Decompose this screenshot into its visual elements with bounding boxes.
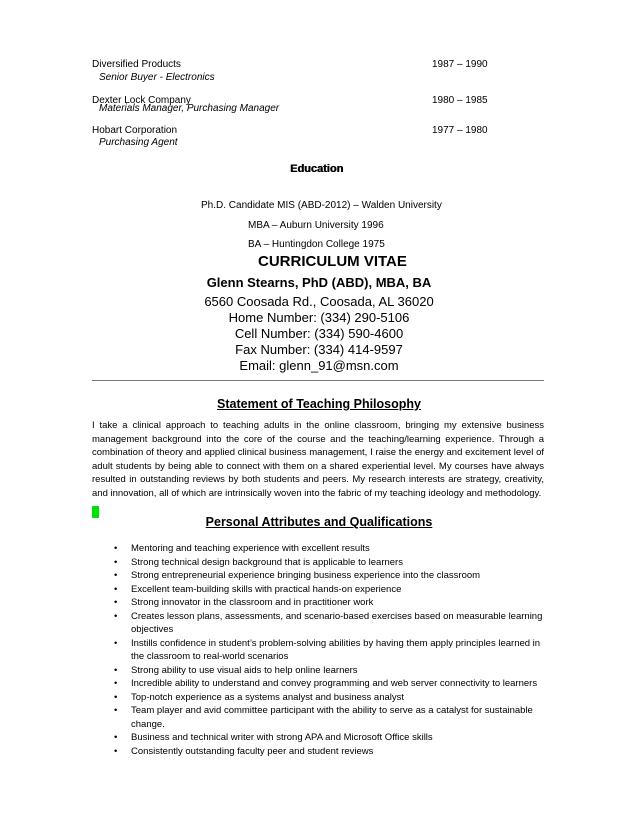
attributes-heading: Personal Attributes and Qualifications [205,515,433,529]
bullet-icon: • [114,678,118,689]
list-item [0,569,551,583]
company-hobart: Hobart Corporation [92,125,178,136]
dates-hobart: 1977 – 1980 [432,125,488,136]
list-item [0,542,551,556]
list-item-text: Instills confidence in student’s problem-solving abilities by having them apply principles learned in the classroom to real-world scenarios [131,637,541,662]
list-item [0,583,551,597]
list-item-text: Top-notch experience as a systems analyst and business analyst [131,691,405,703]
list-item [0,637,551,664]
bullet-icon: • [114,691,118,703]
education-ba: BA – Huntingdon College 1975 [248,239,385,250]
list-item [0,704,551,731]
list-item-text: Business and technical writer with strong APA and Microsoft Office skills [131,732,433,743]
list-item [0,664,551,678]
list-item-text: Strong innovator in the classroom and in practitioner work [131,597,374,608]
list-item [0,596,551,610]
dates-dexter-lock: 1980 – 1985 [432,95,488,106]
philosophy-heading: Statement of Teaching Philosophy [217,397,421,411]
list-item-text: Strong ability to use visual aids to help online learners [131,664,358,676]
attributes-list [0,542,551,758]
contact-home-phone: Home Number: (334) 290-5106 [228,310,410,325]
dates-diversified-products: 1987 – 1990 [432,59,488,70]
philosophy-paragraph: I take a clinical approach to teaching adults in the online classroom, bringing my extensive business management background into the core of the course and the teaching/learning experience. Through a combination of theory and applied clinical business management, I raise the energy and excitement level of adult students by being able to connect with them on a shared experiential level. My courses have always resulted in outstanding reviews by both students and peers. My research interests are strategy, creativity, and innovation, all of which are intrinsically woven into the fabric of my teaching ideology and methodology. [92,420,544,499]
list-item [0,610,551,637]
list-item [0,677,551,691]
role-hobart: Purchasing Agent [99,137,178,148]
education-phd: Ph.D. Candidate MIS (ABD-2012) – Walden University [201,200,442,211]
bullet-icon: • [114,664,118,676]
list-item-text: Strong technical design background that is applicable to learners [131,556,403,568]
list-item-text: Consistently outstanding faculty peer and student reviews [131,745,374,757]
list-item [0,731,551,745]
list-item-text: Excellent team-building skills with practical hands-on experience [131,583,402,595]
list-item-text: Team player and avid committee participant with the ability to serve as a catalyst for sustainable change. [131,705,533,730]
education-heading: Education [290,163,344,175]
company-dexter-lock: Dexter Lock Company [92,95,191,106]
bullet-icon: • [114,745,118,757]
contact-address: 6560 Coosada Rd., Coosada, AL 36020 [204,294,434,309]
bullet-icon: • [114,637,118,649]
bullet-icon: • [114,570,118,581]
list-item-text: Creates lesson plans, assessments, and scenario-based exercises based on measurable learning objectives [131,610,543,635]
company-diversified-products: Diversified Products [92,59,181,70]
bullet-icon: • [114,610,118,622]
horizontal-rule [92,380,544,381]
list-item-text: Mentoring and teaching experience with excellent results [131,543,370,554]
list-item [0,556,551,570]
list-item-text: Strong entrepreneurial experience bringing business experience into the classroom [131,570,481,581]
role-dexter-lock: Materials Manager, Purchasing Manager [99,103,280,114]
cv-title: CURRICULUM VITAE [258,253,407,270]
bullet-icon: • [114,732,118,743]
contact-fax: Fax Number: (334) 414-9597 [235,342,403,357]
bullet-icon: • [114,583,118,595]
contact-email: Email: glenn_91@msn.com [239,358,399,373]
list-item [0,691,551,705]
bullet-icon: • [114,705,118,716]
contact-cell-phone: Cell Number: (334) 590-4600 [234,326,404,341]
list-item-text: Incredible ability to understand and convey programming and web server connectivity to learners [131,678,538,689]
education-mba: MBA – Auburn University 1996 [248,220,384,231]
role-diversified-products: Senior Buyer - Electronics [99,72,215,83]
contact-name: Glenn Stearns, PhD (ABD), MBA, BA [206,275,432,290]
bullet-icon: • [114,543,118,554]
bullet-icon: • [114,597,118,608]
bullet-icon: • [114,556,118,568]
list-item [0,745,551,759]
